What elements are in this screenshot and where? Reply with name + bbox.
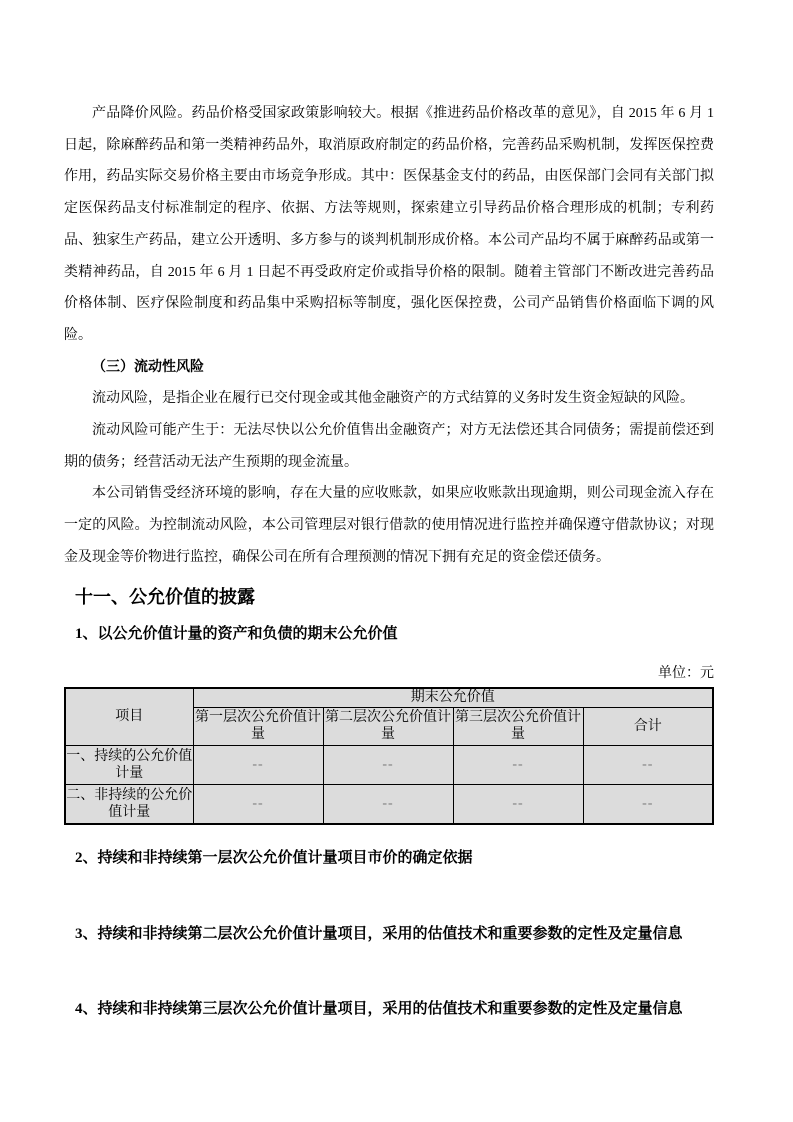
cell-noncontinuous-level1: -- <box>193 784 323 824</box>
page-content <box>64 0 714 1021</box>
subheading-level2-valuation-info: 3、持续和非持续第二层次公允价值计量项目，采用的估值技术和重要参数的定性及定量信息 <box>75 925 683 942</box>
table-row-noncontinuous <box>65 784 713 824</box>
subheading-level3-valuation-info: 4、持续和非持续第三层次公允价值计量项目，采用的估值技术和重要参数的定性及定量信息 <box>75 1000 683 1017</box>
paragraph-liquidity-definition: 流动风险，是指企业在履行已交付现金或其他金融资产的方式结算的义务时发生资金短缺的风险。 <box>92 391 694 407</box>
cell-noncontinuous-level2: -- <box>323 784 453 824</box>
paragraph-liquidity-sources: 流动风险可能产生于：无法尽快以公允价值售出金融资产；对方无法偿还其合同债务；需提前偿还到期的债务；经营活动无法产生预期的现金流量。 <box>64 423 714 470</box>
table-header-level2: 第二层次公允价值计量 <box>323 707 453 745</box>
table-header-level3: 第三层次公允价值计量 <box>453 707 583 745</box>
row-label-noncontinuous: 二、非持续的公允价值计量 <box>65 784 193 824</box>
table-header-level1: 第一层次公允价值计量 <box>193 707 323 745</box>
heading-liquidity-risk: （三）流动性风险 <box>92 359 204 375</box>
subheading-fair-value-assets-liabilities: 1、以公允价值计量的资产和负债的期末公允价值 <box>75 625 398 642</box>
fair-value-table <box>64 687 714 825</box>
cell-continuous-level3: -- <box>453 745 583 784</box>
unit-label: 单位：元 <box>658 665 714 681</box>
table-header-total: 合计 <box>583 707 713 745</box>
subheading-level1-basis: 2、持续和非持续第一层次公允价值计量项目市价的确定依据 <box>75 849 473 866</box>
table-row-continuous <box>65 745 713 784</box>
table-header-row-group <box>65 688 713 708</box>
cell-noncontinuous-level3: -- <box>453 784 583 824</box>
cell-continuous-level1: -- <box>193 745 323 784</box>
table-header-group: 期末公允价值 <box>193 688 713 708</box>
heading-fair-value-disclosure: 十一、公允价值的披露 <box>75 586 255 607</box>
cell-continuous-total: -- <box>583 745 713 784</box>
table-header-item: 项目 <box>65 688 193 746</box>
cell-noncontinuous-total: -- <box>583 784 713 824</box>
paragraph-liquidity-control: 本公司销售受经济环境的影响，存在大量的应收账款，如果应收账款出现逾期，则公司现金流入存在一定的风险。为控制流动风险，本公司管理层对银行借款的使用情况进行监控并确保遵守借款协议；对现金及现金等价物进行监控，确保公司在所有合理预测的情况下拥有充足的资金偿还债务。 <box>64 486 714 565</box>
cell-continuous-level2: -- <box>323 745 453 784</box>
paragraph-price-reduction-risk: 产品降价风险。药品价格受国家政策影响较大。根据《推进药品价格改革的意见》，自 2015 年 6 月 1 日起，除麻醉药品和第一类精神药品外，取消原政府制定的药品价格，完善药品采购机制，发挥医保控费作用，药品实际交易价格主要由市场竞争形成。其中：医保基金支付的药品，由医保部门会同有关部门拟定医保药品支付标准制定的程序、依据、方法等规则，探索建立引导药品价格合理形成的机制；专利药品、独家生产药品，建立公开透明、多方参与的谈判机制形成价格。本公司产品均不属于麻醉药品或第一类精神药品，自 2015 年 6 月 1 日起不再受政府定价或指导价格的限制。随着主管部门不断改进完善药品价格体制、医疗保险制度和药品集中采购招标等制度，强化医保控费，公司产品销售价格面临下调的风险。 <box>64 106 714 343</box>
row-label-continuous: 一、持续的公允价值计量 <box>65 745 193 784</box>
